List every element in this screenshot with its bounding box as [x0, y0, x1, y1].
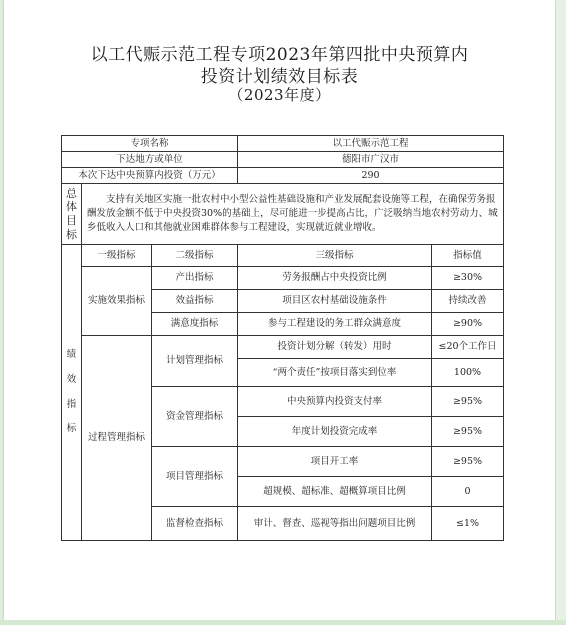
header-level3: 三级指标: [238, 245, 432, 267]
level3-cell: 中央预算内投资支付率: [238, 387, 432, 417]
level2-cell: 产出指标: [152, 267, 238, 290]
value-cell: ≥90%: [432, 313, 504, 336]
level3-cell: 审计、督查、巡视等指出问题项目比例: [238, 507, 432, 541]
document-page: [4, 0, 555, 620]
value-cell: ≥95%: [432, 387, 504, 417]
level2-cell: 满意度指标: [152, 313, 238, 336]
header-level2: 二级指标: [152, 245, 238, 267]
performance-target-table: [61, 135, 504, 541]
level2-cell: 资金管理指标: [152, 387, 238, 447]
value-cell: 持续改善: [432, 290, 504, 313]
level1-cell: 实施效果指标: [82, 267, 152, 336]
level3-cell: “两个责任”按项目落实到位率: [238, 359, 432, 387]
document-title-line1: 以工代赈示范工程专项2023年第四批中央预算内: [90, 45, 469, 65]
page-edge-bottom: [0, 620, 566, 625]
value-cell: ≥30%: [432, 267, 504, 290]
level3-cell: 劳务报酬占中央投资比例: [238, 267, 432, 290]
value-cell: ≤1%: [432, 507, 504, 541]
level2-cell: 项目管理指标: [152, 447, 238, 507]
level3-cell: 超规模、超标准、超概算项目比例: [238, 477, 432, 507]
document-title-line2: 投资计划绩效目标表: [200, 67, 359, 87]
level2-cell: 效益指标: [152, 290, 238, 313]
investment-value: 290: [238, 168, 504, 184]
level3-cell: 投资计划分解（转发）用时: [238, 336, 432, 359]
unit-label: 下达地方或单位: [62, 152, 238, 168]
value-cell: ≥95%: [432, 417, 504, 447]
header-level1: 一级指标: [82, 245, 152, 267]
header-value: 指标值: [432, 245, 504, 267]
level3-cell: 项目区农村基础设施条件: [238, 290, 432, 313]
level1-cell: 过程管理指标: [82, 336, 152, 541]
value-cell: ≥95%: [432, 447, 504, 477]
unit-value: 德阳市广汉市: [238, 152, 504, 168]
level2-cell: 监督检查指标: [152, 507, 238, 541]
project-name-label: 专项名称: [62, 136, 238, 152]
overall-goal-side-label: 总 体 目 标: [62, 184, 82, 245]
performance-indicator-side-label: 绩 效 指 标: [62, 245, 82, 541]
value-cell: ≤20个工作日: [432, 336, 504, 359]
value-cell: 0: [432, 477, 504, 507]
level2-cell: 计划管理指标: [152, 336, 238, 387]
level3-cell: 年度计划投资完成率: [238, 417, 432, 447]
investment-label: 本次下达中央预算内投资（万元）: [62, 168, 238, 184]
overall-goal-text: 支持有关地区实施一批农村中小型公益性基础设施和产业发展配套设施等工程，在确保劳务报酬发放金额不低于中央投资30%的基础上，尽可能进一步提高占比，广泛吸纳当地农村劳动力、城乡低收入人口和其他就业困难群体参与工程建设，实现就近就业增收。: [82, 184, 504, 245]
value-cell: 100%: [432, 359, 504, 387]
level3-cell: 参与工程建设的务工群众满意度: [238, 313, 432, 336]
page-edge-right: [556, 0, 566, 625]
document-year: （2023年度）: [228, 86, 331, 104]
level3-cell: 项目开工率: [238, 447, 432, 477]
project-name-value: 以工代赈示范工程: [238, 136, 504, 152]
